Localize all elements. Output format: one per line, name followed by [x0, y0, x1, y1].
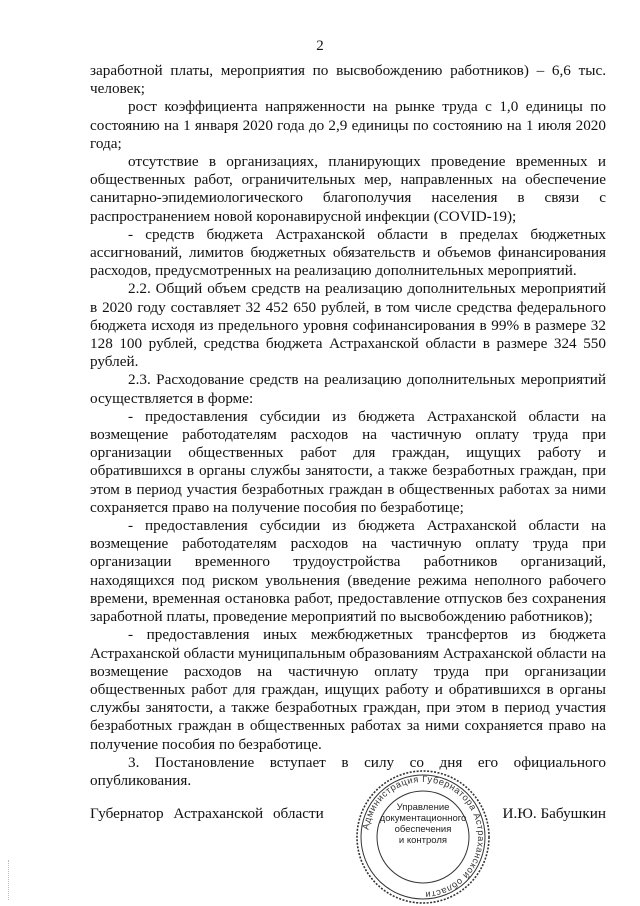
seal-line: документационного: [379, 813, 467, 824]
paragraph: - предоставления субсидии из бюджета Астраханской области на возмещение работодателям расходов на частичную оплату труда при организации временного трудоустройства работников организаций, находящихся под риском увольнения (введение режима неполного рабочего времени, временная остановка работ, предоставление отпусков без сохранения заработной платы, проведение мероприятий по высвобождению работников);: [90, 517, 606, 626]
seal-line: обеспечения: [394, 824, 452, 835]
paragraph: 2.3. Расходование средств на реализацию дополнительных мероприятий осуществляется в форме:: [90, 371, 606, 407]
seal-line: и контроля: [398, 835, 448, 846]
paragraph: - средств бюджета Астраханской области в пределах бюджетных ассигнований, лимитов бюджетных обязательств и объемов финансирования расходов, предусмотренных на реализацию дополнительных мероприятий.: [90, 225, 606, 280]
paragraph: заработной платы, мероприятия по высвобождению работников) – 6,6 тыс. человек;: [90, 62, 606, 98]
signatory-name: И.Ю. Бабушкин: [502, 805, 606, 822]
scan-margin-mark: [8, 860, 11, 900]
paragraph: 2.2. Общий объем средств на реализацию дополнительных мероприятий в 2020 году составляет 32 452 650 рублей, в том числе средства федерального бюджета исходя из предельного уровня софинансирования в 99% в размере 32 128 100 рублей, средства бюджета Астраханской области в размере 324 550 рублей.: [90, 280, 606, 371]
paragraph: - предоставления субсидии из бюджета Астраханской области на возмещение работодателям расходов на частичную оплату труда при организации общественных работ для граждан, ищущих работу и обратившихся в органы службы занятости, а также безработных граждан, при этом в период участия безработных граждан в общественных работах за ними сохраняется право на получение пособия по безработице;: [90, 407, 606, 516]
paragraph: - предоставления иных межбюджетных трансфертов из бюджета Астраханской области муниципальным образованиям Астраханской области на возмещение расходов на частичную оплату труда при организации общественных работ для граждан, ищущих работу и обратившихся в органы службы занятости, а также безработных граждан, при этом в период участия безработных граждан в общественных работах за ними сохраняется право на получение пособия по безработице.: [90, 626, 606, 753]
document-body: [90, 62, 606, 790]
paragraph: рост коэффициента напряженности на рынке труда с 1,0 единицы по состоянию на 1 января 2020 года до 2,9 единицы по состоянию на 1 июля 2020 года;: [90, 98, 606, 152]
paragraph: отсутствие в организациях, планирующих проведение временных и общественных работ, ограничительных мер, направленных на обеспечение санитарно-эпидемиологического благополучия населения в связи с распространением новой коронавирусной инфекции (COVID-19);: [90, 153, 606, 225]
paragraph: 3. Постановление вступает в силу со дня его официального опубликования.: [90, 753, 606, 789]
official-seal: [354, 768, 492, 906]
seal-center-text: [378, 802, 468, 846]
seal-ring-text: Администрация Губернатора Астраханской области: [360, 773, 487, 901]
seal-line: Управление: [396, 802, 450, 813]
page-number: 2: [316, 38, 324, 54]
signatory-title: Губернатор Астраханской области: [90, 805, 324, 822]
